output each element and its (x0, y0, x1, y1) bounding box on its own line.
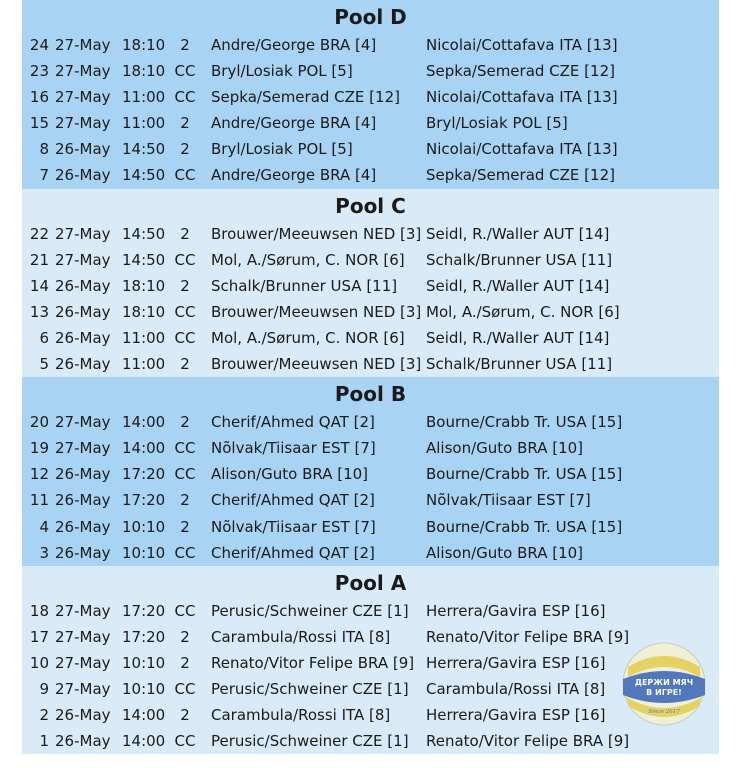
team1-name: Cherif/Ahmed QAT [2] (211, 413, 375, 432)
match-number: 15 (29, 114, 49, 133)
match-date: 26-May (55, 166, 111, 185)
pool-title: Pool C (335, 193, 406, 218)
match-time: 17:20 (122, 491, 166, 510)
match-number: 16 (29, 88, 49, 107)
match-number: 4 (39, 517, 49, 536)
team2-name: Mol, A./Sørum, C. NOR [6] (426, 302, 620, 321)
match-number: 6 (39, 328, 49, 347)
match-date: 26-May (55, 517, 111, 536)
match-date: 26-May (55, 276, 111, 295)
team1-name: Mol, A./Sørum, C. NOR [6] (211, 328, 405, 347)
team2-name: Schalk/Brunner USA [11] (426, 355, 613, 374)
match-date: 27-May (55, 653, 111, 672)
match-date: 27-May (55, 413, 111, 432)
match-number: 13 (29, 302, 49, 321)
match-date: 26-May (55, 706, 111, 725)
team2-name: Nicolai/Cottafava ITA [13] (426, 88, 618, 107)
match-time: 11:00 (122, 328, 166, 347)
match-court: 2 (180, 517, 190, 536)
match-date: 27-May (55, 439, 111, 458)
logo-text-1: ДЕРЖИ МЯЧ (634, 678, 694, 687)
team1-name: Bryl/Losiak POL [5] (211, 140, 353, 159)
match-date: 26-May (55, 328, 111, 347)
team2-name: Renato/Vitor Felipe BRA [9] (426, 627, 630, 646)
match-number: 17 (29, 627, 49, 646)
match-time: 11:00 (122, 355, 166, 374)
match-court: 2 (180, 355, 190, 374)
team2-name: Bryl/Losiak POL [5] (426, 114, 568, 133)
match-date: 27-May (55, 88, 111, 107)
volleyball-logo (614, 641, 714, 727)
team1-name: Andre/George BRA [4] (211, 166, 377, 185)
match-time: 10:10 (122, 517, 166, 536)
team1-name: Brouwer/Meeuwsen NED [3] (211, 302, 422, 321)
team2-name: Nicolai/Cottafava ITA [13] (426, 36, 618, 54)
match-number: 1 (39, 732, 49, 751)
match-number: 20 (29, 413, 49, 432)
team2-name: Bourne/Crabb Tr. USA [15] (426, 465, 623, 484)
team1-name: Mol, A./Sørum, C. NOR [6] (211, 250, 405, 269)
pool-title: Pool D (334, 5, 407, 29)
match-court: CC (174, 679, 196, 698)
match-time: 17:20 (122, 601, 166, 620)
match-time: 17:20 (122, 465, 166, 484)
team2-name: Seidl, R./Waller AUT [14] (426, 328, 610, 347)
team2-name: Carambula/Rossi ITA [8] (426, 679, 606, 698)
team1-name: Carambula/Rossi ITA [8] (211, 627, 391, 646)
team1-name: Perusic/Schweiner CZE [1] (211, 601, 409, 620)
match-row (22, 435, 719, 461)
match-date: 27-May (55, 36, 111, 54)
team1-name: Brouwer/Meeuwsen NED [3] (211, 224, 422, 243)
match-number: 23 (29, 62, 49, 81)
match-number: 14 (29, 276, 49, 295)
match-row (22, 221, 719, 247)
match-court: CC (174, 328, 196, 347)
match-time: 14:50 (122, 166, 166, 185)
logo-since: Since 2017 (648, 709, 680, 715)
match-date: 27-May (55, 224, 111, 243)
match-row (22, 325, 719, 351)
team2-name: Sepka/Semerad CZE [12] (426, 166, 615, 185)
team1-name: Brouwer/Meeuwsen NED [3] (211, 355, 422, 374)
match-number: 11 (29, 491, 49, 510)
match-date: 27-May (55, 627, 111, 646)
match-court: CC (174, 732, 196, 751)
match-time: 18:10 (122, 302, 166, 321)
team2-name: Bourne/Crabb Tr. USA [15] (426, 413, 623, 432)
team2-name: Seidl, R./Waller AUT [14] (426, 276, 610, 295)
match-time: 14:00 (122, 706, 166, 725)
match-time: 14:50 (122, 140, 166, 159)
match-row (22, 728, 719, 754)
match-time: 17:20 (122, 627, 166, 646)
match-court: CC (174, 465, 196, 484)
team1-name: Andre/George BRA [4] (211, 114, 377, 133)
pool-section (22, 189, 719, 378)
team2-name: Schalk/Brunner USA [11] (426, 250, 613, 269)
pool-section (22, 377, 719, 566)
match-time: 18:10 (122, 276, 166, 295)
match-time: 11:00 (122, 88, 166, 107)
match-row (22, 514, 719, 540)
match-row (22, 299, 719, 325)
match-court: 2 (180, 413, 190, 432)
match-court: CC (174, 601, 196, 620)
team1-name: Schalk/Brunner USA [11] (211, 276, 398, 295)
match-court: CC (174, 88, 196, 107)
match-court: 2 (180, 627, 190, 646)
match-date: 26-May (55, 355, 111, 374)
match-court: 2 (180, 224, 190, 243)
match-court: 2 (180, 491, 190, 510)
match-date: 26-May (55, 465, 111, 484)
match-court: CC (174, 302, 196, 321)
match-number: 9 (39, 679, 49, 698)
match-number: 22 (29, 224, 49, 243)
match-row (22, 110, 719, 136)
match-time: 14:00 (122, 439, 166, 458)
match-time: 10:10 (122, 679, 166, 698)
match-row (22, 273, 719, 299)
team2-name: Herrera/Gavira ESP [16] (426, 601, 606, 620)
match-court: 2 (180, 706, 190, 725)
match-time: 14:50 (122, 224, 166, 243)
match-court: 2 (180, 114, 190, 133)
match-court: CC (174, 543, 196, 562)
team1-name: Carambula/Rossi ITA [8] (211, 706, 391, 725)
team1-name: Alison/Guto BRA [10] (211, 465, 369, 484)
pool-title: Pool B (334, 382, 407, 407)
match-number: 24 (29, 36, 49, 54)
match-row (22, 32, 719, 58)
match-court: 2 (180, 140, 190, 159)
match-row (22, 487, 719, 513)
match-row (22, 136, 719, 162)
team2-name: Nicolai/Cottafava ITA [13] (426, 140, 618, 159)
match-date: 26-May (55, 543, 111, 562)
match-court: CC (174, 166, 196, 185)
match-number: 10 (29, 653, 49, 672)
team1-name: Cherif/Ahmed QAT [2] (211, 543, 375, 562)
match-date: 27-May (55, 114, 111, 133)
match-row (22, 540, 719, 566)
match-court: 2 (180, 653, 190, 672)
match-number: 19 (29, 439, 49, 458)
match-row (22, 84, 719, 110)
match-date: 26-May (55, 732, 111, 751)
match-time: 10:10 (122, 543, 166, 562)
match-date: 26-May (55, 302, 111, 321)
match-number: 8 (39, 140, 49, 159)
team1-name: Perusic/Schweiner CZE [1] (211, 732, 409, 751)
team1-name: Perusic/Schweiner CZE [1] (211, 679, 409, 698)
match-time: 10:10 (122, 653, 166, 672)
match-court: CC (174, 439, 196, 458)
team1-name: Nõlvak/Tiisaar EST [7] (211, 517, 376, 536)
team1-name: Cherif/Ahmed QAT [2] (211, 491, 375, 510)
match-court: CC (174, 62, 196, 81)
match-row (22, 162, 719, 188)
match-time: 18:10 (122, 62, 166, 81)
match-date: 27-May (55, 679, 111, 698)
match-date: 27-May (55, 601, 111, 620)
match-number: 3 (39, 543, 49, 562)
match-date: 27-May (55, 250, 111, 269)
team2-name: Herrera/Gavira ESP [16] (426, 706, 606, 725)
team2-name: Alison/Guto BRA [10] (426, 439, 584, 458)
pool-section (22, 0, 719, 189)
match-time: 14:50 (122, 250, 166, 269)
match-number: 21 (29, 250, 49, 269)
team1-name: Nõlvak/Tiisaar EST [7] (211, 439, 376, 458)
team1-name: Bryl/Losiak POL [5] (211, 62, 353, 81)
team1-name: Sepka/Semerad CZE [12] (211, 88, 400, 107)
match-row (22, 247, 719, 273)
match-number: 12 (29, 465, 49, 484)
match-time: 18:10 (122, 36, 166, 54)
match-row (22, 409, 719, 435)
team2-name: Alison/Guto BRA [10] (426, 543, 584, 562)
match-court: 2 (180, 36, 190, 54)
logo-text-2: В ИГРЕ! (646, 688, 682, 697)
match-court: CC (174, 250, 196, 269)
team2-name: Herrera/Gavira ESP [16] (426, 653, 606, 672)
team2-name: Sepka/Semerad CZE [12] (426, 62, 615, 81)
match-number: 7 (39, 166, 49, 185)
match-time: 11:00 (122, 114, 166, 133)
match-date: 26-May (55, 140, 111, 159)
match-number: 18 (29, 601, 49, 620)
pool-title: Pool A (334, 570, 407, 595)
team1-name: Andre/George BRA [4] (211, 36, 377, 54)
match-date: 27-May (55, 62, 111, 81)
match-time: 14:00 (122, 732, 166, 751)
team2-name: Nõlvak/Tiisaar EST [7] (426, 491, 591, 510)
team1-name: Renato/Vitor Felipe BRA [9] (211, 653, 415, 672)
match-row (22, 58, 719, 84)
match-date: 26-May (55, 491, 111, 510)
team2-name: Renato/Vitor Felipe BRA [9] (426, 732, 630, 751)
match-number: 5 (39, 355, 49, 374)
team2-name: Bourne/Crabb Tr. USA [15] (426, 517, 623, 536)
match-time: 14:00 (122, 413, 166, 432)
match-row (22, 351, 719, 377)
match-number: 2 (39, 706, 49, 725)
match-row (22, 598, 719, 624)
match-row (22, 461, 719, 487)
team2-name: Seidl, R./Waller AUT [14] (426, 224, 610, 243)
match-court: 2 (180, 276, 190, 295)
